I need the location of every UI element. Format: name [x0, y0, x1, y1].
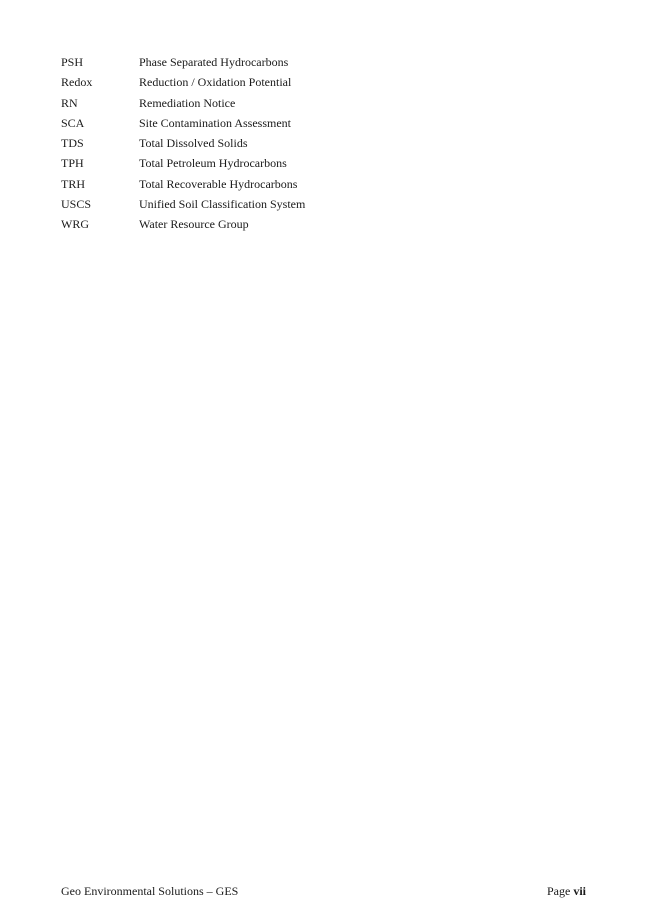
abbreviation-code: RN	[61, 95, 78, 110]
page-footer	[61, 885, 586, 897]
footer-company-name: Geo Environmental Solutions – GES	[61, 884, 239, 898]
footer-page-number: vii	[573, 884, 586, 898]
abbreviation-row	[61, 214, 481, 234]
abbreviation-row	[61, 153, 481, 173]
abbreviation-definition: Site Contamination Assessment	[139, 115, 291, 130]
abbreviation-row	[61, 72, 481, 92]
abbreviation-definition: Water Resource Group	[139, 217, 249, 232]
abbreviation-row	[61, 174, 481, 194]
abbreviation-row	[61, 113, 481, 133]
abbreviation-row	[61, 133, 481, 153]
abbreviation-code: USCS	[61, 196, 92, 211]
abbreviation-row	[61, 93, 481, 113]
abbreviation-code: PSH	[61, 55, 84, 70]
abbreviation-list	[61, 52, 481, 234]
abbreviation-definition: Remediation Notice	[139, 95, 236, 110]
footer-page-label: Page	[547, 884, 571, 898]
abbreviation-definition: Reduction / Oxidation Potential	[139, 75, 292, 90]
abbreviation-definition: Total Dissolved Solids	[139, 136, 248, 151]
abbreviation-definition: Total Recoverable Hydrocarbons	[139, 176, 298, 191]
abbreviation-definition: Phase Separated Hydrocarbons	[139, 55, 289, 70]
abbreviation-code: SCA	[61, 115, 85, 130]
abbreviation-definition: Total Petroleum Hydrocarbons	[139, 156, 287, 171]
abbreviation-code: TPH	[61, 156, 84, 171]
abbreviation-row	[61, 52, 481, 72]
abbreviation-code: WRG	[61, 217, 89, 232]
abbreviation-code: Redox	[61, 75, 93, 90]
abbreviation-definition: Unified Soil Classification System	[139, 196, 306, 211]
abbreviation-code: TRH	[61, 176, 85, 191]
abbreviation-row	[61, 194, 481, 214]
footer-page-indicator	[547, 885, 586, 897]
abbreviation-code: TDS	[61, 136, 84, 151]
